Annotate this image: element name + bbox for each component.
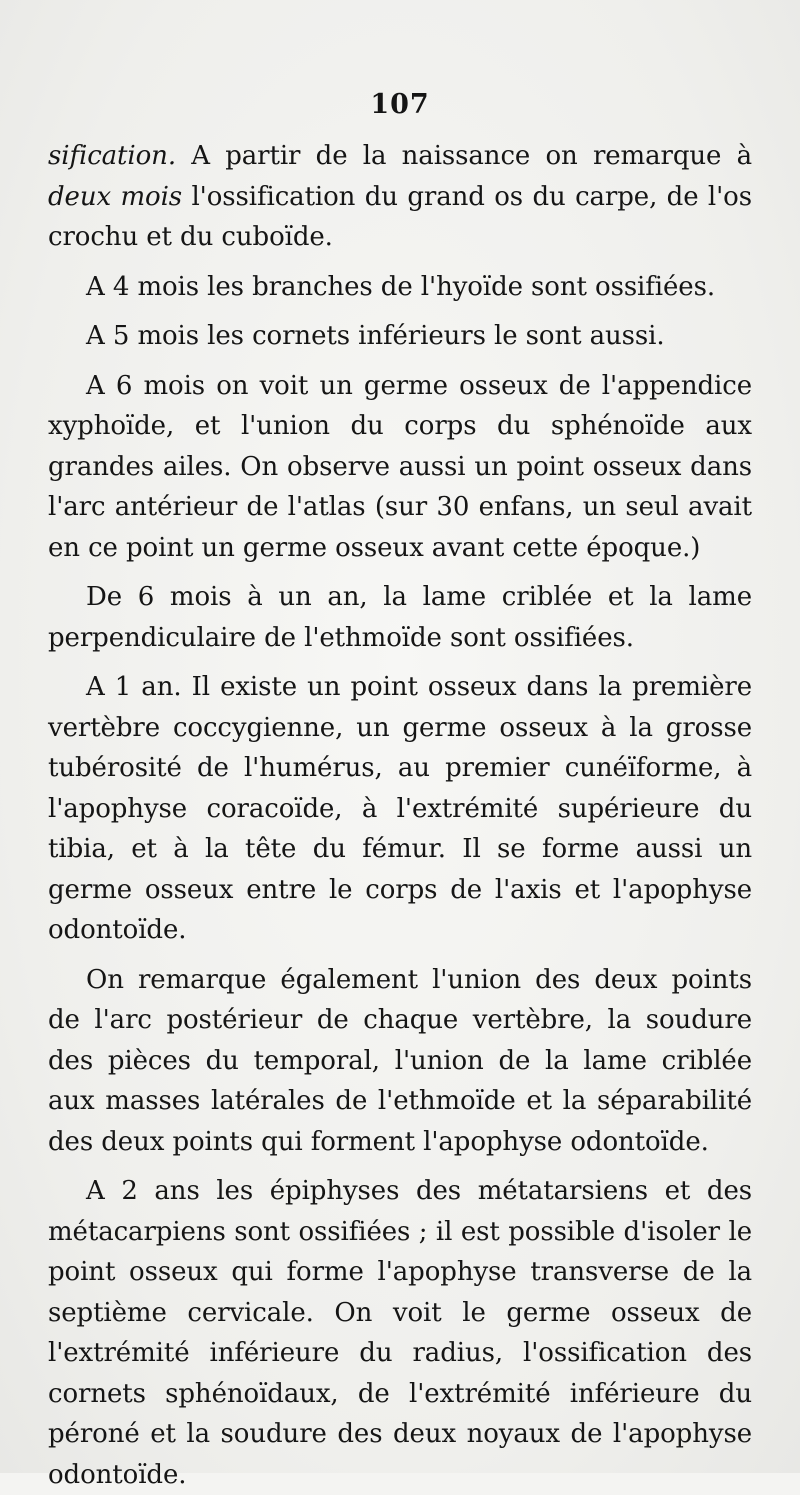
page-number: 107	[370, 89, 430, 120]
text-run-italic: sification.	[48, 141, 192, 171]
text-run: A 2 ans les épiphyses des métatarsiens et des métacarpiens sont ossifiées ; il est possible d'isoler le point osseux qui forme l'apophyse transverse de la septième cervicale. On voit le germe osseux de l'extrémité inférieure du radius, l'ossification des cornets sphénoïdaux, de l'extrémité inférieure du péroné et la soudure des deux noyaux de l'apophyse odontoïde.	[48, 1176, 752, 1490]
paragraph	[48, 960, 752, 1163]
paragraph	[48, 366, 752, 569]
text-run: A 1 an. Il existe un point osseux dans la première vertèbre coccygienne, un germe osseux à la grosse tubérosité de l'humérus, au premier cunéïforme, à l'apophyse coracoïde, à l'extrémité supérieure du tibia, et à la tête du fémur. Il se forme aussi un germe osseux entre le corps de l'axis et l'apophyse odontoïde.	[48, 672, 752, 945]
paragraph	[48, 136, 752, 258]
paragraph	[48, 267, 752, 308]
text-run: De 6 mois à un an, la lame criblée et la lame perpendiculaire de l'ethmoïde sont ossifiées.	[48, 582, 752, 653]
text-run: A partir de la naissance on remarque à	[191, 141, 752, 171]
text-run: A 4 mois les branches de l'hyoïde sont ossifiées.	[86, 271, 715, 302]
paragraph	[48, 667, 752, 951]
paragraph	[48, 1171, 752, 1495]
paragraph	[48, 577, 752, 658]
text-run: l'ossification du grand os du carpe, de l'os crochu et du cuboïde.	[48, 181, 752, 252]
text-run: A 6 mois on voit un germe osseux de l'appendice xyphoïde, et l'union du corps du sphénoïde aux grandes ailes. On observe aussi un point osseux dans l'arc antérieur de l'atlas (sur 30 enfans, un seul avait en ce point un germe osseux avant cette époque.)	[48, 370, 752, 563]
text-run-italic: deux mois	[48, 181, 183, 212]
text-run: On remarque également l'union des deux points de l'arc postérieur de chaque vertèbre, la soudure des pièces du temporal, l'union de la lame criblée aux masses latérales de l'ethmoïde et la séparabilité des deux points qui forment l'apophyse odontoïde.	[48, 964, 752, 1157]
text-run: A 5 mois les cornets inférieurs le sont aussi.	[86, 321, 665, 351]
paragraph	[48, 316, 752, 357]
